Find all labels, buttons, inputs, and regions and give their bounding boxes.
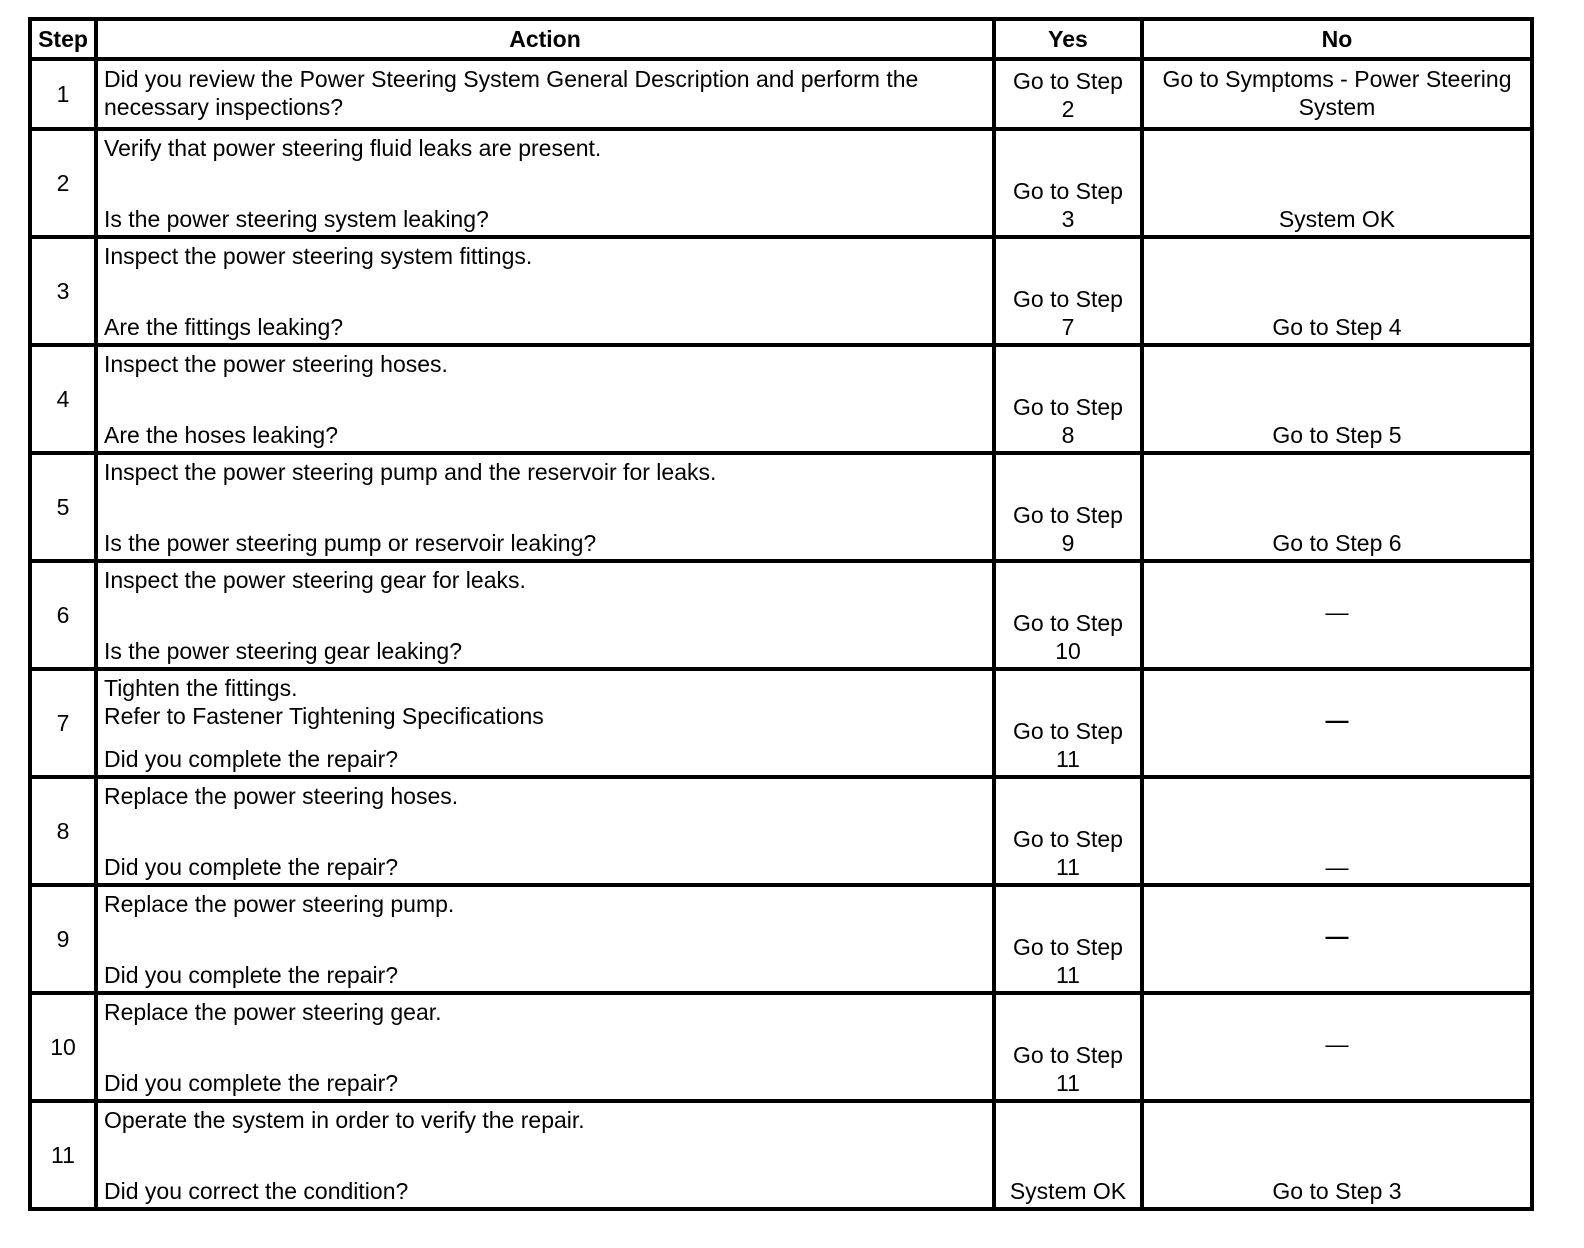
action-cell [96, 885, 994, 993]
header-no: No [1142, 19, 1532, 59]
no-text: — [1325, 707, 1349, 734]
yes-cell [994, 1101, 1142, 1209]
table-row [30, 1101, 1532, 1209]
yes-cell [994, 237, 1142, 345]
table-row [30, 237, 1532, 345]
action-text: Verify that power steering fluid leaks are present. [104, 135, 602, 161]
action-text: Did you review the Power Steering System General Description and perform the necessary inspections? [104, 66, 919, 120]
no-cell [1142, 561, 1532, 669]
yes-goto-step: 3 [1061, 206, 1075, 232]
no-text: — [1325, 1031, 1349, 1058]
step-number: 11 [30, 1101, 96, 1209]
yes-cell [994, 561, 1142, 669]
action-cell [96, 1101, 994, 1209]
yes-goto-label: Go to Step [1013, 610, 1123, 636]
no-text-line1: Go to Symptoms - Power Steering [1162, 66, 1512, 92]
yes-goto-step: 11 [1056, 854, 1080, 880]
table-row [30, 885, 1532, 993]
no-cell [1142, 777, 1532, 885]
yes-goto-step: 2 [1061, 96, 1075, 122]
yes-goto-label: Go to Step [1013, 178, 1123, 204]
table-row [30, 993, 1532, 1101]
no-text: Go to Step 4 [1272, 314, 1402, 340]
no-cell [1142, 669, 1532, 777]
no-text: Go to Step 3 [1272, 1178, 1402, 1204]
step-number: 5 [30, 453, 96, 561]
yes-goto-label: Go to Step [1013, 1042, 1123, 1068]
no-cell [1142, 59, 1532, 129]
action-text: Operate the system in order to verify the repair. [104, 1107, 585, 1133]
yes-goto-step: 10 [1055, 638, 1081, 664]
no-text: — [1325, 854, 1349, 880]
question-text: Is the power steering system leaking? [104, 206, 489, 232]
table-row [30, 345, 1532, 453]
step-number: 9 [30, 885, 96, 993]
yes-goto-step: 8 [1061, 422, 1075, 448]
question-text: Did you correct the condition? [104, 1178, 409, 1204]
step-number: 2 [30, 129, 96, 237]
action-cell [96, 561, 994, 669]
table-row [30, 59, 1532, 129]
action-cell [96, 345, 994, 453]
yes-cell [994, 777, 1142, 885]
yes-cell [994, 59, 1142, 129]
yes-text: System OK [1009, 1178, 1127, 1204]
step-number: 7 [30, 669, 96, 777]
action-text: Replace the power steering hoses. [104, 783, 459, 809]
question-text: Did you complete the repair? [104, 854, 399, 880]
step-number: 3 [30, 237, 96, 345]
table-row [30, 561, 1532, 669]
diagnostic-table [28, 17, 1534, 1211]
action-text: Replace the power steering gear. [104, 999, 442, 1025]
question-text: Did you complete the repair? [104, 746, 399, 772]
no-cell [1142, 885, 1532, 993]
question-text: Are the fittings leaking? [104, 314, 344, 340]
no-text: — [1325, 923, 1349, 950]
header-step: Step [30, 19, 96, 59]
yes-goto-label: Go to Step [1013, 286, 1123, 312]
action-cell [96, 237, 994, 345]
question-text: Did you complete the repair? [104, 962, 399, 988]
table-row [30, 777, 1532, 885]
yes-goto-step: 11 [1056, 1070, 1080, 1096]
yes-goto-step: 9 [1061, 530, 1075, 556]
yes-cell [994, 453, 1142, 561]
action-cell [96, 453, 994, 561]
no-cell [1142, 993, 1532, 1101]
action-reference: Refer to Fastener Tightening Specifications [104, 703, 544, 729]
action-cell [96, 669, 994, 777]
step-number: 1 [30, 59, 96, 129]
table-row [30, 453, 1532, 561]
header-action: Action [96, 19, 994, 59]
question-text: Is the power steering gear leaking? [104, 638, 462, 664]
table-row [30, 669, 1532, 777]
no-cell [1142, 345, 1532, 453]
yes-goto-label: Go to Step [1013, 934, 1123, 960]
yes-goto-label: Go to Step [1013, 394, 1123, 420]
action-cell [96, 777, 994, 885]
no-text: — [1325, 599, 1349, 626]
no-cell [1142, 1101, 1532, 1209]
question-text: Did you complete the repair? [104, 1070, 399, 1096]
yes-goto-label: Go to Step [1013, 68, 1123, 94]
action-text: Replace the power steering pump. [104, 891, 455, 917]
question-text: Are the hoses leaking? [104, 422, 338, 448]
step-number: 8 [30, 777, 96, 885]
no-text: Go to Step 5 [1272, 422, 1402, 448]
yes-goto-step: 7 [1061, 314, 1075, 340]
yes-goto-label: Go to Step [1013, 718, 1123, 744]
header-yes: Yes [994, 19, 1142, 59]
no-text-line2: System [1298, 94, 1376, 120]
no-cell [1142, 129, 1532, 237]
no-cell [1142, 453, 1532, 561]
yes-cell [994, 345, 1142, 453]
header-row [30, 19, 1532, 59]
action-cell [96, 59, 994, 129]
yes-cell [994, 885, 1142, 993]
step-number: 10 [30, 993, 96, 1101]
yes-cell [994, 993, 1142, 1101]
yes-goto-step: 11 [1056, 746, 1080, 772]
question-text: Is the power steering pump or reservoir leaking? [104, 530, 597, 556]
table-row [30, 129, 1532, 237]
yes-goto-step: 11 [1056, 962, 1080, 988]
action-text: Inspect the power steering pump and the reservoir for leaks. [104, 459, 717, 485]
action-text: Inspect the power steering system fittings. [104, 243, 533, 269]
step-number: 6 [30, 561, 96, 669]
action-cell [96, 993, 994, 1101]
yes-goto-label: Go to Step [1013, 502, 1123, 528]
step-number: 4 [30, 345, 96, 453]
action-text: Inspect the power steering gear for leaks. [104, 567, 526, 593]
action-text: Tighten the fittings. [104, 675, 298, 701]
no-text: Go to Step 6 [1272, 530, 1402, 556]
yes-cell [994, 669, 1142, 777]
yes-cell [994, 129, 1142, 237]
action-cell [96, 129, 994, 237]
no-text: System OK [1278, 206, 1396, 232]
yes-goto-label: Go to Step [1013, 826, 1123, 852]
no-cell [1142, 237, 1532, 345]
action-text: Inspect the power steering hoses. [104, 351, 448, 377]
